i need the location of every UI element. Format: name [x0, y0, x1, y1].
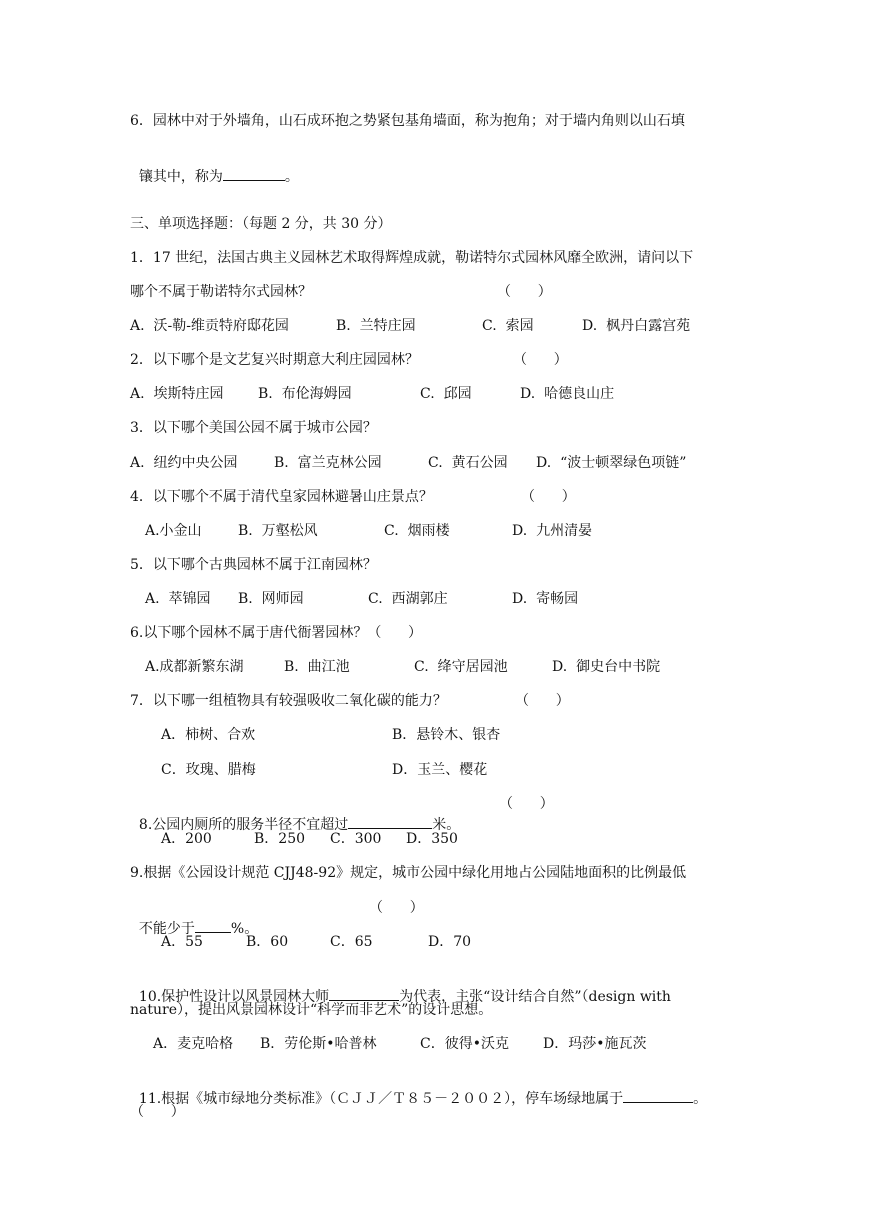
q4-stem: 4．以下哪个不属于清代皇家园林避暑山庄景点？	[130, 489, 433, 505]
q3-option-d: D. “波士顿翠绿色项链”	[536, 455, 687, 471]
q6-option-d: D. 御史台中书院	[552, 659, 661, 675]
q4-option-c: C. 烟雨楼	[384, 523, 450, 539]
q7-answer-paren: （ ）	[515, 693, 570, 709]
q6-option-c: C. 绛守居园池	[414, 659, 508, 675]
q10-option-c: C．彼得•沃克	[420, 1036, 509, 1052]
q10-stem-pre: 10.保护性设计以风景园林大师	[138, 989, 330, 1005]
q8-stem-post: 米。	[432, 817, 461, 833]
q11-stem-line1	[130, 1068, 707, 1109]
q5-option-c: C. 西湖郭庄	[368, 591, 448, 607]
q2-option-b: B. 布伦海姆园	[258, 386, 352, 402]
q8-answer-paren: （ ）	[499, 796, 554, 812]
q7-option-d: D．玉兰、樱花	[392, 762, 488, 778]
q5-option-b: B. 网师园	[238, 591, 304, 607]
q1-option-b: B. 兰特庄园	[336, 318, 416, 334]
q4-answer-paren: （ ）	[521, 489, 576, 505]
q5-option-d: D. 寄畅园	[512, 591, 579, 607]
q9-answer-paren: （ ）	[369, 900, 424, 916]
q5-option-a: A. 萃锦园	[145, 591, 211, 607]
q7-stem: 7．以下哪一组植物具有较强吸收二氧化碳的能力？	[130, 693, 447, 709]
q6-option-a: A.成都新繁东湖	[145, 659, 244, 675]
q6-fill-line2	[130, 146, 299, 187]
section-heading: 三、单项选择题：（每题 2 分，共 30 分）	[130, 216, 392, 232]
q10-option-d: D．玛莎•施瓦茨	[543, 1036, 647, 1052]
answer-blank	[348, 814, 432, 829]
q7-option-c: C．玫瑰、腊梅	[161, 762, 256, 778]
q6-fill-text-pre: 镶其中，称为	[138, 169, 223, 185]
answer-blank	[195, 918, 231, 933]
q1-answer-paren: （ ）	[497, 284, 552, 300]
answer-blank	[623, 1088, 693, 1103]
q8-option-c: C．300	[330, 831, 382, 847]
q2-stem: 2．以下哪个是文艺复兴时期意大利庄园园林？	[130, 352, 419, 368]
q8-stem-pre: 8.公园内厕所的服务半径不宜超过	[138, 817, 349, 833]
q7-option-b: B．悬铃木、银杏	[392, 727, 501, 743]
q8-option-d: D．350	[406, 831, 458, 847]
q11-answer-paren: （ ）	[130, 1104, 185, 1120]
q4-option-d: D. 九州清晏	[512, 523, 593, 539]
q11-stem-pre: 11.根据《城市绿地分类标准》（ＣＪＪ／Ｔ８５－２００２），停车场绿地属于	[138, 1091, 624, 1107]
q8-option-a: A．200	[161, 831, 212, 847]
q9-stem-post: %。	[230, 921, 259, 937]
answer-blank	[223, 166, 285, 181]
q2-option-a: A. 埃斯特庄园	[130, 386, 224, 402]
q9-stem-line1: 9.根据《公园设计规范 CJJ48-92》规定，城市公园中绿化用地占公园陆地面积的比例最低	[130, 865, 687, 881]
q10-stem-post: 为代表，主张“设计结合自然”（design with	[399, 989, 671, 1005]
q3-option-b: B. 富兰克林公园	[274, 455, 382, 471]
q4-option-a: A.小金山	[145, 523, 202, 539]
q11-stem-post: 。	[693, 1091, 708, 1107]
q2-option-c: C. 邱园	[420, 386, 472, 402]
q10-stem-line2: nature），提出风景园林设计“科学而非艺术”的设计思想。	[130, 1002, 493, 1018]
q9-option-c: C．65	[330, 934, 373, 950]
q2-option-d: D. 哈德良山庄	[520, 386, 615, 402]
q10-option-a: A．麦克哈格	[153, 1036, 234, 1052]
q7-option-a: A．柿树、合欢	[161, 727, 256, 743]
q6-stem: 6.以下哪个园林不属于唐代衙署园林？（ ）	[130, 625, 423, 641]
q10-option-b: B．劳伦斯•哈普林	[260, 1036, 377, 1052]
q9-option-d: D．70	[428, 934, 472, 950]
q6-option-b: B. 曲江池	[284, 659, 350, 675]
q2-answer-paren: （ ）	[513, 352, 568, 368]
q6-fill-text-post: 。	[284, 169, 299, 185]
q1-option-c: C. 索园	[482, 318, 534, 334]
q9-option-b: B．60	[246, 934, 289, 950]
q8-option-b: B．250	[254, 831, 306, 847]
q1-stem-line1: 1．17 世纪，法国古典主义园林艺术取得辉煌成就，勒诺特尔式园林风靡全欧洲，请问以下	[130, 250, 694, 266]
q3-option-c: C. 黄石公园	[428, 455, 508, 471]
q3-stem: 3．以下哪个美国公园不属于城市公园？	[130, 420, 377, 436]
q9-stem-pre: 不能少于	[138, 921, 195, 937]
q6-fill-line1: 6．园林中对于外墙角，山石成环抱之势紧包基角墙面，称为抱角；对于墙内角则以山石填	[130, 113, 685, 129]
q1-option-a: A. 沃-勒-维贡特府邸花园	[130, 318, 289, 334]
q9-option-a: A．55	[161, 934, 203, 950]
q5-stem: 5．以下哪个古典园林不属于江南园林？	[130, 557, 377, 573]
q1-stem-line2: 哪个不属于勒诺特尔式园林？	[130, 284, 312, 300]
q3-option-a: A. 纽约中央公园	[130, 455, 238, 471]
answer-blank	[329, 986, 399, 1001]
q4-option-b: B. 万壑松风	[238, 523, 318, 539]
q1-option-d: D. 枫丹白露宫苑	[582, 318, 691, 334]
